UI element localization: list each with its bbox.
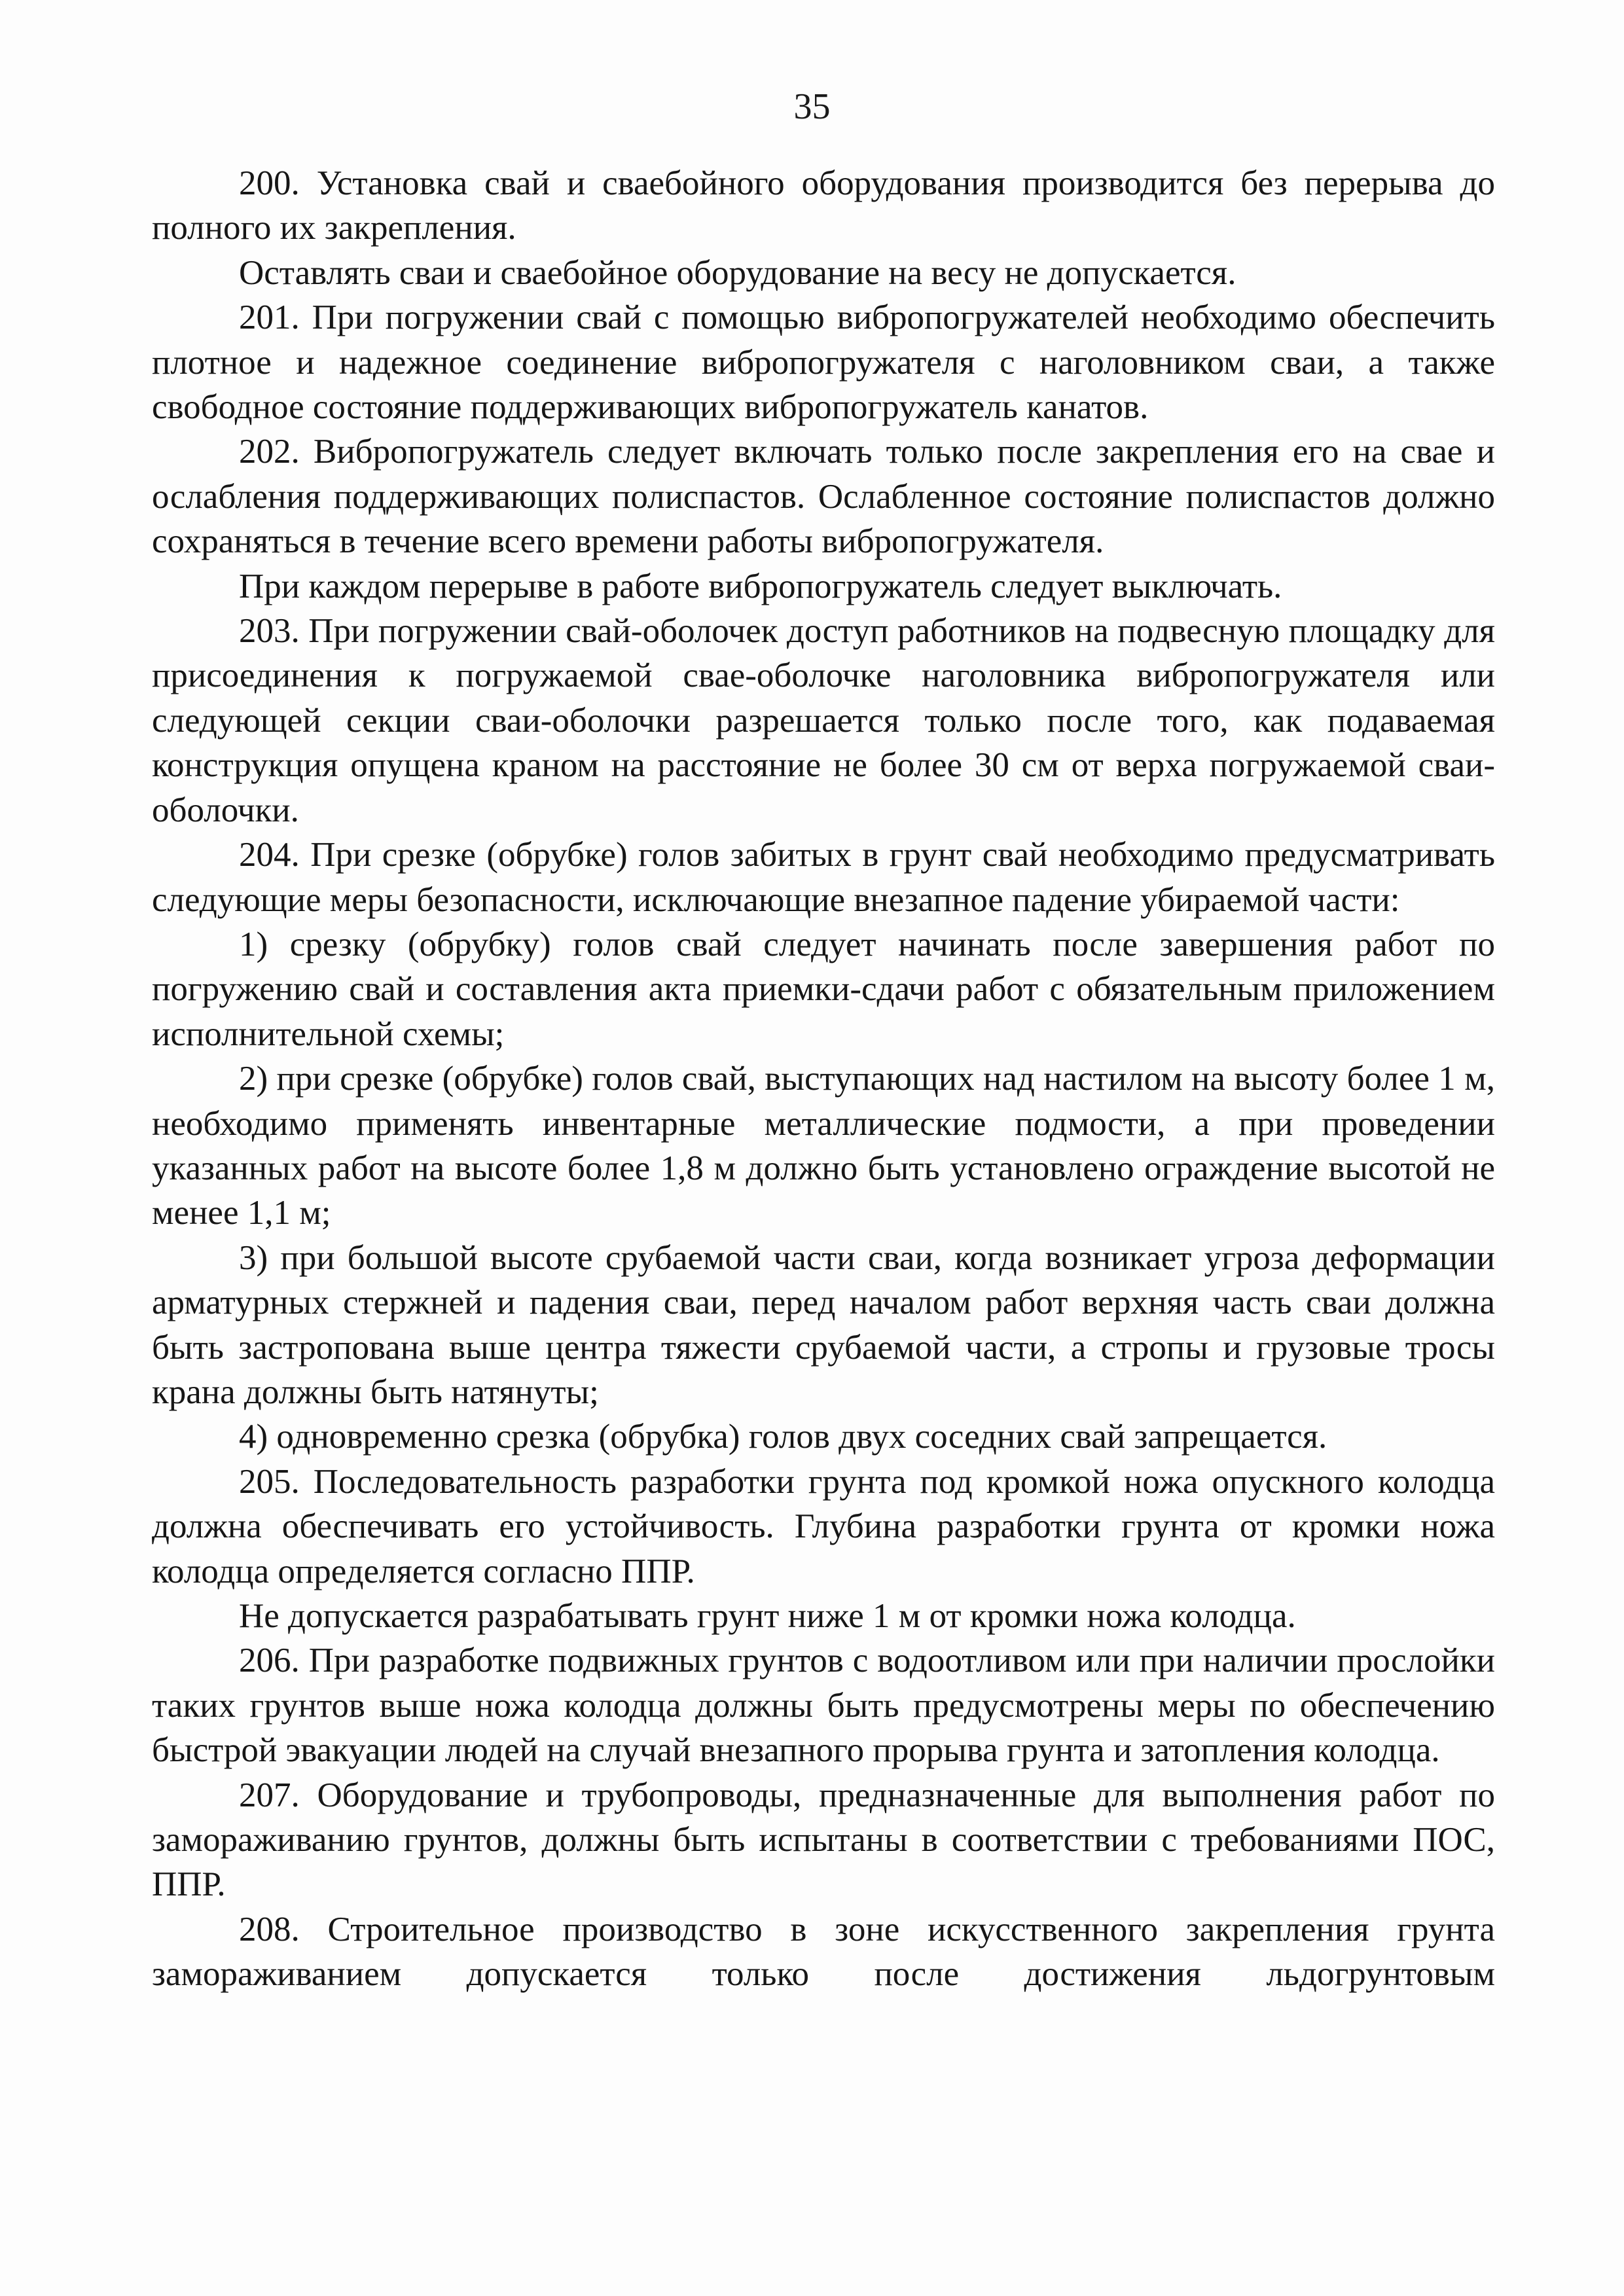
paragraph-204-item-2: 2) при срезке (обрубке) голов свай, выступающих над настилом на высоту более 1 м, необходимо применять инвентарные металлические подмости, а при проведении указанных работ на высоте более 1,8 м должно быть установлено ограждение высотой не менее 1,1 м; <box>152 1060 1495 1232</box>
paragraph-207: 207. Оборудование и трубопроводы, предназначенные для выполнения работ по замораживанию грунтов, должны быть испытаны в соответствии с требованиями ПОС, ППР. <box>152 1776 1495 1904</box>
page-number: 35 <box>793 86 831 127</box>
paragraph-202-note: При каждом перерыве в работе вибропогружатель следует выключать. <box>239 567 1282 605</box>
document-body <box>152 161 1495 1997</box>
paragraph-200: 200. Установка свай и сваебойного оборудования производится без перерыва до полного их закрепления. <box>152 164 1495 247</box>
paragraph-204-item-3: 3) при большой высоте срубаемой части сваи, когда возникает угроза деформации арматурных стержней и падения сваи, перед началом работ верхняя часть сваи должна быть застропована выше центра тяжести срубаемой части, а стропы и грузовые тросы крана должны быть натянуты; <box>152 1238 1495 1411</box>
paragraph-204: 204. При срезке (обрубке) голов забитых в грунт свай необходимо предусматривать следующие меры безопасности, исключающие внезапное падение убираемой части: <box>152 836 1495 919</box>
paragraph-202: 202. Вибропогружатель следует включать только после закрепления его на свае и ослабления поддерживающих полиспастов. Ослабленное состояние полиспастов должно сохраняться в течение всего времени работы вибропогружателя. <box>152 433 1495 561</box>
paragraph-206: 206. При разработке подвижных грунтов с водоотливом или при наличии прослойки таких грунтов выше ножа колодца должны быть предусмотрены меры по обеспечению быстрой эвакуации людей на случай внезапного прорыва грунта и затопления колодца. <box>152 1641 1495 1770</box>
paragraph-205-note: Не допускается разрабатывать грунт ниже 1 м от кромки ножа колодца. <box>239 1597 1296 1635</box>
paragraph-201: 201. При погружении свай с помощью вибропогружателей необходимо обеспечить плотное и надежное соединение вибропогружателя с наголовником сваи, а также свободное состояние поддерживающих вибропогружатель канатов. <box>152 298 1495 427</box>
paragraph-200-note: Оставлять сваи и сваебойное оборудование на весу не допускается. <box>239 253 1236 292</box>
paragraph-204-item-4: 4) одновременно срезка (обрубка) голов двух соседних свай запрещается. <box>239 1418 1327 1456</box>
paragraph-203: 203. При погружении свай-оболочек доступ работников на подвесную площадку для присоединения к погружаемой свае-оболочке наголовника вибропогружателя или следующей секции сваи-оболочки разрешается только после того, как подаваемая конструкция опущена краном на расстояние не более 30 см от верха погружаемой сваи-оболочки. <box>152 612 1495 829</box>
paragraph-208: 208. Строительное производство в зоне искусственного закрепления грунта замораживанием допускается только после достижения льдогрунтовым <box>152 1910 1495 1994</box>
paragraph-205: 205. Последовательность разработки грунта под кромкой ножа опускного колодца должна обеспечивать его устойчивость. Глубина разработки грунта от кромки ножа колодца определяется согласно ППР. <box>152 1462 1495 1590</box>
paragraph-204-item-1: 1) срезку (обрубку) голов свай следует начинать после завершения работ по погружению свай и составления акта приемки-сдачи работ с обязательным приложением исполнительной схемы; <box>152 925 1495 1053</box>
